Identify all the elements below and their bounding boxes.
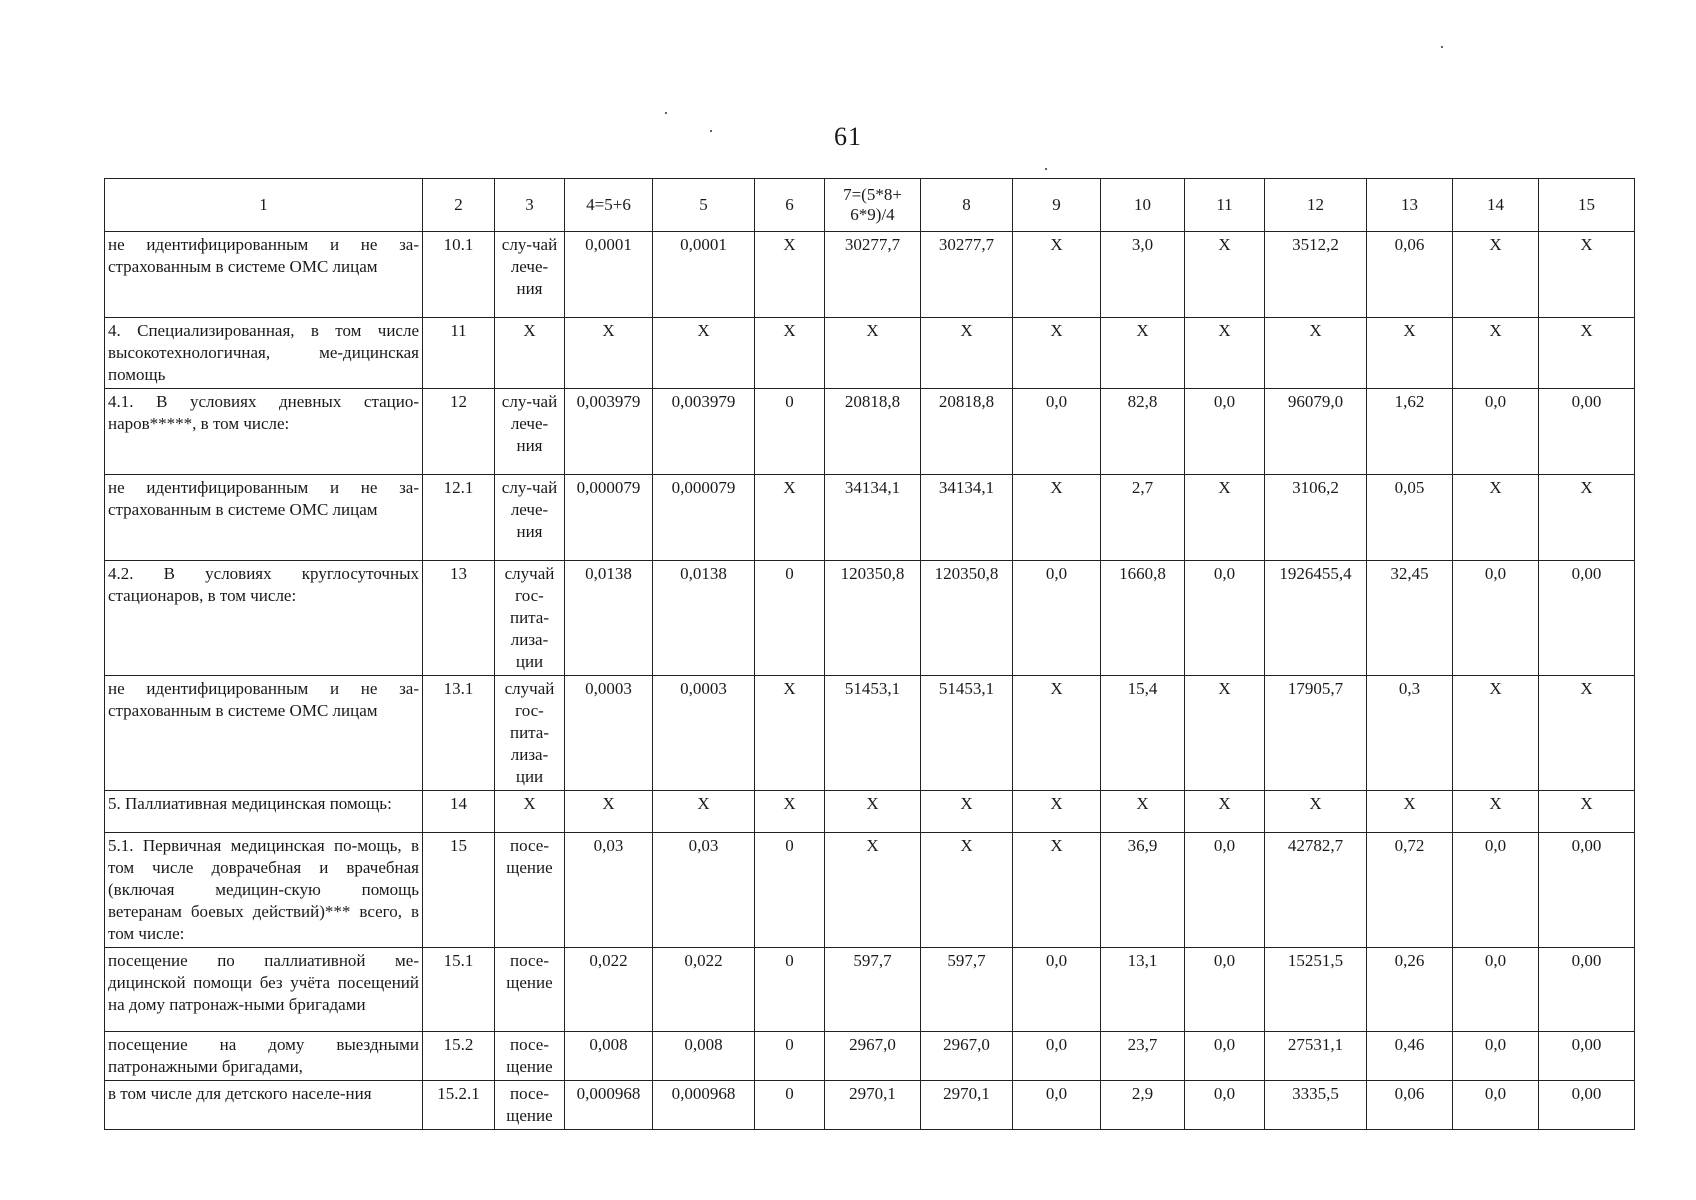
- value-cell: 3335,5: [1265, 1081, 1367, 1130]
- table-row: [105, 475, 1635, 561]
- value-cell: 1,62: [1367, 389, 1453, 475]
- row-label: 4.2. В условиях круглосуточных стационаров, в том числе:: [105, 561, 423, 676]
- table-row: [105, 232, 1635, 318]
- value-cell: 0,0: [1185, 1032, 1265, 1081]
- unit-cell: Х: [495, 318, 565, 389]
- value-cell: Х: [825, 318, 921, 389]
- row-number: 13.1: [423, 676, 495, 791]
- value-cell: 36,9: [1101, 833, 1185, 948]
- header-cell: 1: [105, 179, 423, 232]
- page-number: 61: [834, 122, 862, 151]
- value-cell: 0,26: [1367, 948, 1453, 1032]
- value-cell: 0,72: [1367, 833, 1453, 948]
- value-cell: 0,0: [1013, 1032, 1101, 1081]
- unit-cell: слу-чай лече-ния: [495, 232, 565, 318]
- value-cell: Х: [1185, 475, 1265, 561]
- value-cell: 0,0: [1185, 1081, 1265, 1130]
- header-cell: 10: [1101, 179, 1185, 232]
- value-cell: 1660,8: [1101, 561, 1185, 676]
- value-cell: 0,3: [1367, 676, 1453, 791]
- header-cell: 12: [1265, 179, 1367, 232]
- value-cell: 20818,8: [825, 389, 921, 475]
- value-cell: Х: [565, 318, 653, 389]
- value-cell: Х: [1265, 318, 1367, 389]
- row-label: 5.1. Первичная медицинская по-мощь, в том числе доврачебная и врачебная (включая медицин-скую помощь ветеранам боевых действий)*** всего, в том числе:: [105, 833, 423, 948]
- value-cell: 2,7: [1101, 475, 1185, 561]
- row-number: 15.1: [423, 948, 495, 1032]
- data-table: [104, 178, 1635, 1130]
- table-row: [105, 389, 1635, 475]
- value-cell: 0,000968: [565, 1081, 653, 1130]
- value-cell: Х: [565, 791, 653, 833]
- value-cell: 23,7: [1101, 1032, 1185, 1081]
- value-cell: 0,0003: [565, 676, 653, 791]
- value-cell: Х: [755, 318, 825, 389]
- value-cell: 120350,8: [825, 561, 921, 676]
- scan-speck: [710, 130, 712, 132]
- value-cell: 0,0: [1453, 948, 1539, 1032]
- value-cell: 0,0: [1013, 948, 1101, 1032]
- value-cell: 15251,5: [1265, 948, 1367, 1032]
- table-row: [105, 833, 1635, 948]
- value-cell: 0,003979: [565, 389, 653, 475]
- scan-speck: [665, 112, 667, 114]
- value-cell: Х: [1453, 475, 1539, 561]
- value-cell: 0: [755, 1032, 825, 1081]
- value-cell: 96079,0: [1265, 389, 1367, 475]
- header-cell: 5: [653, 179, 755, 232]
- value-cell: 0,05: [1367, 475, 1453, 561]
- value-cell: 597,7: [921, 948, 1013, 1032]
- value-cell: Х: [755, 676, 825, 791]
- value-cell: Х: [825, 791, 921, 833]
- value-cell: 0,0: [1453, 833, 1539, 948]
- row-number: 15: [423, 833, 495, 948]
- value-cell: 0,0: [1185, 948, 1265, 1032]
- value-cell: 13,1: [1101, 948, 1185, 1032]
- value-cell: Х: [1367, 318, 1453, 389]
- value-cell: 0,0001: [565, 232, 653, 318]
- value-cell: 34134,1: [921, 475, 1013, 561]
- value-cell: 120350,8: [921, 561, 1013, 676]
- unit-cell: случай гос-пита-лиза-ции: [495, 561, 565, 676]
- value-cell: 0,000968: [653, 1081, 755, 1130]
- row-number: 12: [423, 389, 495, 475]
- header-cell: 15: [1539, 179, 1635, 232]
- table-row: [105, 1032, 1635, 1081]
- value-cell: 82,8: [1101, 389, 1185, 475]
- value-cell: 32,45: [1367, 561, 1453, 676]
- value-cell: 0,00: [1539, 561, 1635, 676]
- unit-cell: посе-щение: [495, 1081, 565, 1130]
- header-cell: 8: [921, 179, 1013, 232]
- value-cell: 0: [755, 389, 825, 475]
- value-cell: Х: [1013, 676, 1101, 791]
- value-cell: Х: [1013, 475, 1101, 561]
- value-cell: Х: [1013, 833, 1101, 948]
- value-cell: 0,0: [1453, 389, 1539, 475]
- value-cell: 30277,7: [825, 232, 921, 318]
- value-cell: 0,0: [1185, 389, 1265, 475]
- value-cell: 0: [755, 561, 825, 676]
- row-label: не идентифицированным и не за-страхованным в системе ОМС лицам: [105, 232, 423, 318]
- value-cell: 0,0: [1453, 1032, 1539, 1081]
- header-cell: 11: [1185, 179, 1265, 232]
- value-cell: Х: [1539, 791, 1635, 833]
- table-row: [105, 948, 1635, 1032]
- value-cell: Х: [1367, 791, 1453, 833]
- value-cell: Х: [1013, 791, 1101, 833]
- row-label: 4. Специализированная, в том числе высокотехнологичная, ме-дицинская помощь: [105, 318, 423, 389]
- row-label: в том числе для детского населе-ния: [105, 1081, 423, 1130]
- row-label: посещение по паллиативной ме-дицинской помощи без учёта посещений на дому патронаж-ными бригадами: [105, 948, 423, 1032]
- value-cell: Х: [755, 791, 825, 833]
- table-row: [105, 1081, 1635, 1130]
- value-cell: Х: [1013, 232, 1101, 318]
- table-row: [105, 318, 1635, 389]
- value-cell: 2967,0: [921, 1032, 1013, 1081]
- value-cell: 0: [755, 948, 825, 1032]
- value-cell: 3512,2: [1265, 232, 1367, 318]
- value-cell: 51453,1: [825, 676, 921, 791]
- value-cell: Х: [1185, 318, 1265, 389]
- value-cell: 0,0: [1185, 833, 1265, 948]
- row-label: не идентифицированным и не за-страхованным в системе ОМС лицам: [105, 676, 423, 791]
- value-cell: 0,06: [1367, 232, 1453, 318]
- table-row: [105, 791, 1635, 833]
- value-cell: Х: [1539, 318, 1635, 389]
- value-cell: 15,4: [1101, 676, 1185, 791]
- value-cell: Х: [1539, 475, 1635, 561]
- value-cell: Х: [1453, 791, 1539, 833]
- value-cell: 0,03: [565, 833, 653, 948]
- value-cell: Х: [653, 791, 755, 833]
- row-label: 4.1. В условиях дневных стацио-наров*****, в том числе:: [105, 389, 423, 475]
- value-cell: 34134,1: [825, 475, 921, 561]
- value-cell: 0,0: [1013, 561, 1101, 676]
- value-cell: 0,0: [1453, 561, 1539, 676]
- row-number: 12.1: [423, 475, 495, 561]
- value-cell: Х: [1185, 791, 1265, 833]
- value-cell: 0,008: [565, 1032, 653, 1081]
- value-cell: 42782,7: [1265, 833, 1367, 948]
- row-label: не идентифицированным и не за-страхованным в системе ОМС лицам: [105, 475, 423, 561]
- value-cell: 0,000079: [653, 475, 755, 561]
- header-cell: 3: [495, 179, 565, 232]
- value-cell: Х: [1185, 676, 1265, 791]
- unit-cell: слу-чай лече-ния: [495, 475, 565, 561]
- value-cell: Х: [921, 318, 1013, 389]
- value-cell: 0,008: [653, 1032, 755, 1081]
- value-cell: 0,00: [1539, 948, 1635, 1032]
- value-cell: 51453,1: [921, 676, 1013, 791]
- value-cell: 0,00: [1539, 1032, 1635, 1081]
- value-cell: 0,46: [1367, 1032, 1453, 1081]
- row-number: 10.1: [423, 232, 495, 318]
- value-cell: 0,00: [1539, 1081, 1635, 1130]
- row-number: 14: [423, 791, 495, 833]
- value-cell: 0,0: [1185, 561, 1265, 676]
- table-body: [105, 232, 1635, 1130]
- row-number: 15.2: [423, 1032, 495, 1081]
- value-cell: Х: [1013, 318, 1101, 389]
- table-row: [105, 561, 1635, 676]
- unit-cell: посе-щение: [495, 948, 565, 1032]
- value-cell: 0,0001: [653, 232, 755, 318]
- value-cell: Х: [755, 475, 825, 561]
- value-cell: Х: [921, 791, 1013, 833]
- value-cell: 27531,1: [1265, 1032, 1367, 1081]
- value-cell: 0,0138: [565, 561, 653, 676]
- value-cell: 0,022: [565, 948, 653, 1032]
- value-cell: 0,03: [653, 833, 755, 948]
- value-cell: 3106,2: [1265, 475, 1367, 561]
- row-number: 15.2.1: [423, 1081, 495, 1130]
- value-cell: 0,0003: [653, 676, 755, 791]
- value-cell: 3,0: [1101, 232, 1185, 318]
- value-cell: 1926455,4: [1265, 561, 1367, 676]
- scan-speck: [1045, 168, 1047, 170]
- value-cell: Х: [1539, 676, 1635, 791]
- row-label: 5. Паллиативная медицинская помощь:: [105, 791, 423, 833]
- row-number: 11: [423, 318, 495, 389]
- value-cell: 0: [755, 833, 825, 948]
- value-cell: 0,022: [653, 948, 755, 1032]
- value-cell: 0,0: [1013, 389, 1101, 475]
- value-cell: 0,000079: [565, 475, 653, 561]
- value-cell: Х: [1453, 232, 1539, 318]
- row-label: посещение на дому выездными патронажными бригадами,: [105, 1032, 423, 1081]
- value-cell: 30277,7: [921, 232, 1013, 318]
- value-cell: 0,00: [1539, 833, 1635, 948]
- value-cell: 0,06: [1367, 1081, 1453, 1130]
- value-cell: 0,00: [1539, 389, 1635, 475]
- value-cell: 2970,1: [825, 1081, 921, 1130]
- value-cell: Х: [1265, 791, 1367, 833]
- unit-cell: слу-чай лече-ния: [495, 389, 565, 475]
- value-cell: 0,0: [1013, 1081, 1101, 1130]
- header-row: [105, 179, 1635, 232]
- value-cell: Х: [1185, 232, 1265, 318]
- value-cell: 2967,0: [825, 1032, 921, 1081]
- scan-speck: [1441, 46, 1443, 48]
- value-cell: Х: [755, 232, 825, 318]
- value-cell: Х: [1539, 232, 1635, 318]
- unit-cell: Х: [495, 791, 565, 833]
- header-cell: 6: [755, 179, 825, 232]
- header-cell: 2: [423, 179, 495, 232]
- value-cell: 597,7: [825, 948, 921, 1032]
- header-cell: 4=5+6: [565, 179, 653, 232]
- value-cell: Х: [1453, 318, 1539, 389]
- value-cell: 0,0138: [653, 561, 755, 676]
- value-cell: 2,9: [1101, 1081, 1185, 1130]
- value-cell: 17905,7: [1265, 676, 1367, 791]
- row-number: 13: [423, 561, 495, 676]
- value-cell: Х: [653, 318, 755, 389]
- value-cell: 0,0: [1453, 1081, 1539, 1130]
- header-cell: 9: [1013, 179, 1101, 232]
- header-cell: 13: [1367, 179, 1453, 232]
- value-cell: Х: [1453, 676, 1539, 791]
- header-cell: 14: [1453, 179, 1539, 232]
- header-cell: 7=(5*8+ 6*9)/4: [825, 179, 921, 232]
- value-cell: 0: [755, 1081, 825, 1130]
- unit-cell: случай гос-пита-лиза-ции: [495, 676, 565, 791]
- value-cell: Х: [1101, 791, 1185, 833]
- unit-cell: посе-щение: [495, 1032, 565, 1081]
- value-cell: Х: [921, 833, 1013, 948]
- value-cell: 20818,8: [921, 389, 1013, 475]
- value-cell: Х: [825, 833, 921, 948]
- value-cell: Х: [1101, 318, 1185, 389]
- value-cell: 0,003979: [653, 389, 755, 475]
- value-cell: 2970,1: [921, 1081, 1013, 1130]
- unit-cell: посе-щение: [495, 833, 565, 948]
- table-row: [105, 676, 1635, 791]
